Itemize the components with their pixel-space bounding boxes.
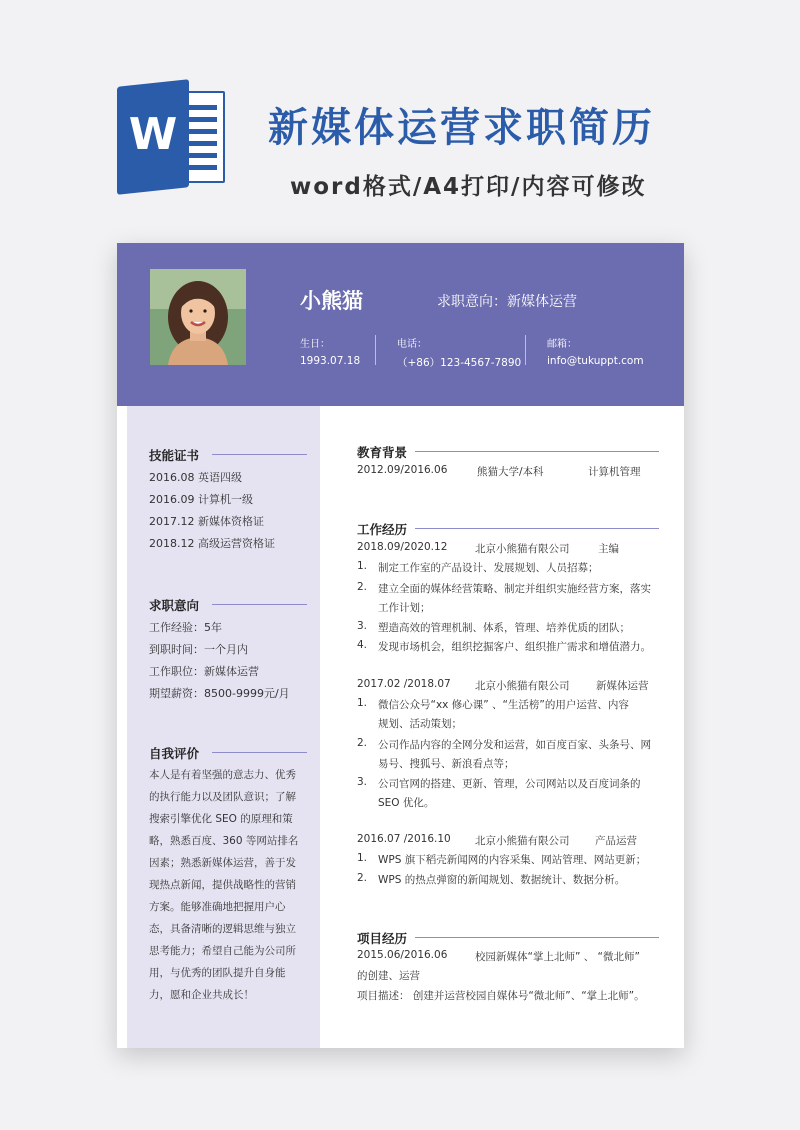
job-item-text: 制定工作室的产品设计、发展规划、人员招募； xyxy=(378,562,599,574)
sidebar xyxy=(127,406,320,1048)
job-period: 2017.02 /2018.07 xyxy=(357,678,451,690)
job-item-num: 3. xyxy=(357,776,368,788)
job-item-text: 公司官网的搭建、更新、管理，公司网站以及百度词条的 xyxy=(378,778,641,790)
job-item-text: 公司作品内容的全网分发和运营，如百度百家、头条号、网 xyxy=(378,739,651,751)
education-major: 计算机管理 xyxy=(588,466,641,478)
self-eval-line: 思考能力；希望自己能为公司所 xyxy=(149,945,296,957)
self-eval-line: 用，与优秀的团队提升自身能 xyxy=(149,967,286,979)
job-item-num: 4. xyxy=(357,639,368,651)
candidate-name: 小熊猫 xyxy=(300,289,363,313)
job-item-text: 规划、活动策划； xyxy=(378,718,462,730)
self-eval-title: 自我评价 xyxy=(149,746,200,761)
self-eval-line: 本人是有着坚强的意志力、优秀 xyxy=(149,769,296,781)
phone-value: （+86）123-4567-7890 xyxy=(397,357,522,369)
job-item-num: 3. xyxy=(357,620,368,632)
education-title: 教育背景 xyxy=(357,445,408,460)
job-item-num: 1. xyxy=(357,560,368,572)
job-role: 主编 xyxy=(598,543,619,555)
self-eval-line: 态，具备清晰的逻辑思维与独立 xyxy=(149,923,296,935)
page-subtitle: word格式/A4打印/内容可修改 xyxy=(290,174,647,200)
job-item-text: 微信公众号“xx 修心课” 、“生活榜”的用户运营、内容 xyxy=(378,699,629,711)
job-item-num: 2. xyxy=(357,737,368,749)
self-eval-line: 因素；熟悉新媒体运营，善于发 xyxy=(149,857,296,869)
project-description: 项目描述： 创建并运营校园自媒体号“微北师”、“掌上北师”。 xyxy=(357,990,645,1002)
job-intent-header: 求职意向：新媒体运营 xyxy=(437,294,577,310)
project-name-cont: 的创建、运营 xyxy=(357,970,420,982)
job-item-text: 塑造高效的管理机制、体系，管理、培养优质的团队； xyxy=(378,622,630,634)
job-role: 产品运营 xyxy=(595,835,637,847)
self-eval-line: 现热点新闻，提供战略性的营销 xyxy=(149,879,296,891)
self-eval-line: 力，愿和企业共成长！ xyxy=(149,989,254,1001)
job-company: 北京小熊猫有限公司 xyxy=(475,835,570,847)
resume-card xyxy=(117,243,684,1048)
work-title: 工作经历 xyxy=(357,522,408,537)
job-period: 2016.07 /2016.10 xyxy=(357,833,451,845)
job-item-num: 1. xyxy=(357,697,368,709)
self-eval-line: 方案。能够准确地把握用户心 xyxy=(149,901,286,913)
job-item-text: WPS 旗下稻壳新闻网的内容采集、网站管理、网站更新； xyxy=(378,854,647,866)
job-period: 2018.09/2020.12 xyxy=(357,541,448,553)
word-icon: W xyxy=(117,83,227,191)
skill-item: 2016.09 计算机一级 xyxy=(149,493,253,506)
birthday-value: 1993.07.18 xyxy=(300,355,361,367)
birthday-label: 生日： xyxy=(300,339,330,350)
job-item-text: 建立全面的媒体经营策略、制定并组织实施经营方案，落实 xyxy=(378,583,651,595)
job-item-text: 工作计划； xyxy=(378,602,431,614)
divider xyxy=(375,335,376,365)
skills-title: 技能证书 xyxy=(149,448,200,463)
job-role: 新媒体运营 xyxy=(596,680,649,692)
divider xyxy=(525,335,526,365)
email-value: info@tukuppt.com xyxy=(547,355,644,367)
profile-photo xyxy=(150,269,246,365)
phone-label: 电话： xyxy=(397,339,427,350)
job-item-text: WPS 的热点弹窗的新闻规划、数据统计、数据分析。 xyxy=(378,874,626,886)
project-period: 2015.06/2016.06 xyxy=(357,949,448,961)
intent-item: 工作职位：新媒体运营 xyxy=(149,665,259,678)
job-company: 北京小熊猫有限公司 xyxy=(475,680,570,692)
intent-title: 求职意向 xyxy=(149,598,200,613)
project-title: 项目经历 xyxy=(357,931,408,946)
education-school: 熊猫大学/本科 xyxy=(477,466,544,478)
self-eval-line: 略，熟悉百度、360 等网站排名 xyxy=(149,835,299,847)
job-company: 北京小熊猫有限公司 xyxy=(475,543,570,555)
job-item-text: 发现市场机会，组织挖掘客户、组织推广需求和增值潜力。 xyxy=(378,641,651,653)
education-period: 2012.09/2016.06 xyxy=(357,464,448,476)
page-title: 新媒体运营求职简历 xyxy=(268,105,655,151)
job-item-num: 1. xyxy=(357,852,368,864)
self-eval-line: 的执行能力以及团队意识；了解 xyxy=(149,791,296,803)
skill-item: 2017.12 新媒体资格证 xyxy=(149,515,264,528)
skill-item: 2018.12 高级运营资格证 xyxy=(149,537,275,550)
email-label: 邮箱： xyxy=(547,339,577,350)
intent-item: 工作经验：5年 xyxy=(149,621,222,634)
project-name: 校园新媒体“掌上北师” 、 “微北师” xyxy=(475,951,640,963)
job-item-text: 易号、搜狐号、新浪看点等； xyxy=(378,758,515,770)
job-item-num: 2. xyxy=(357,581,368,593)
intent-item: 到职时间：一个月内 xyxy=(149,643,248,656)
job-item-num: 2. xyxy=(357,872,368,884)
self-eval-line: 搜索引擎优化 SEO 的原理和策 xyxy=(149,813,293,825)
intent-item: 期望薪资：8500-9999元/月 xyxy=(149,687,290,700)
resume-header xyxy=(117,243,684,406)
skill-item: 2016.08 英语四级 xyxy=(149,471,242,484)
job-item-text: SEO 优化。 xyxy=(378,797,435,809)
